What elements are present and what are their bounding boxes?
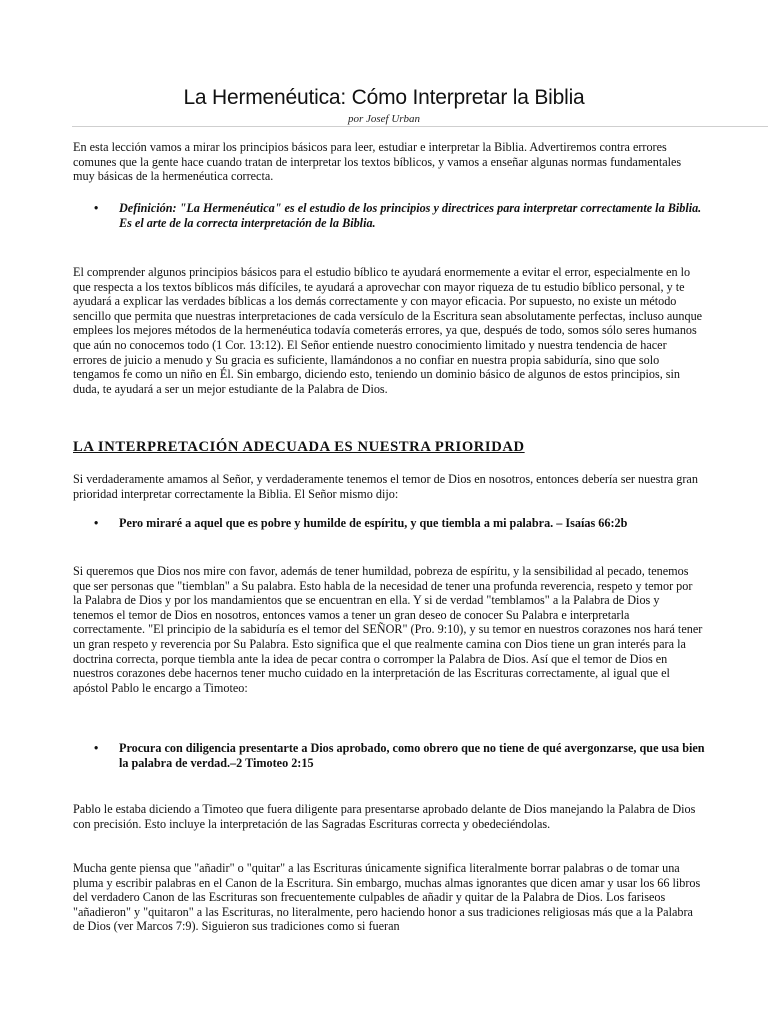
definition-text: Definición: "La Hermenéutica" es el estudio de los principios y directrices para interpretar correctamente la Biblia. Es el arte de la correcta interpretación de la Biblia. — [119, 201, 702, 231]
quote-bullet-isaiah — [92, 516, 712, 531]
quote-bullet-timothy — [92, 741, 712, 772]
bullet-icon: • — [94, 201, 99, 215]
author-byline: por Josef Urban — [347, 113, 421, 125]
title-divider — [72, 126, 768, 127]
body-paragraph-2: Si verdaderamente amamos al Señor, y verdaderamente tenemos el temor de Dios en nosotros, entonces debería ser nuestra gran prioridad interpretar correctamente la Biblia. El Señor mismo dijo: — [73, 472, 698, 501]
definition-bullet — [92, 201, 712, 232]
body-paragraph-1: El comprender algunos principios básicos para el estudio bíblico te ayudará enormemente a evitar el error, especialmente en lo que respecta a los textos bíblicos más difíciles, te ayudará a aprovechar con mayor riqueza de tu estudio bíblico personal, y te ayudará a explicar las verdades bíblicas a los demás correctamente y con mayor eficacia. Por supuesto, no existe un método sencillo que permita que nuestras interpretaciones de cada versículo de la Escritura sean absolutamente perfectas, incluso aunque emplees los mejores métodos de la hermenéutica todavía cometerás errores, ya que, después de todo, somos sólo seres humanos que aún no conocemos todo (1 Cor. 13:12). El Señor entiende nuestro conocimiento limitado y nuestra tendencia de hacer errores de juicio a menudo y Su gracia es suficiente, llamándonos a no confiar en nuestra propia sabiduría, sino que solo tengamos fe como un niño en Él. Sin embargo, diciendo esto, teniendo un dominio básico de algunos de estos principios, sin duda, te ayudará a ser un mejor estudiante de la Palabra de Dios. — [73, 265, 703, 396]
body-paragraph-4: Pablo le estaba diciendo a Timoteo que fuera diligente para presentarse aprobado delante de Dios manejando la Palabra de Dios con precisión. Esto incluye la interpretación de las Sagradas Escrituras correcta y obedeciéndolas. — [73, 802, 696, 831]
bullet-icon: • — [94, 516, 99, 530]
intro-paragraph: En esta lección vamos a mirar los principios básicos para leer, estudiar e interpretar la Biblia. Advertiremos contra errores comunes que la gente hace cuando tratan de interpretar los textos bíblicos, y vamos a enseñar algunas normas fundamentales muy básicas de la hermenéutica correcta. — [73, 140, 682, 184]
body-paragraph-5: Mucha gente piensa que "añadir" o "quitar" a las Escrituras únicamente significa literalmente borrar palabras o de tomar una pluma y escribir palabras en el Canon de la Escritura. Sin embargo, muchas almas ignorantes que dicen amar y usar los 66 libros del verdadero Canon de las Escrituras son frecuentemente culpables de añadir y quitar de la Palabra de Dios. Los fariseos "añadieron" y "quitaron" a las Escrituras, no literalmente, pero haciendo honor a sus tradiciones religiosas más que a la Palabra de Dios (ver Marcos 7:9). Siguieron sus tradiciones como si fueran — [73, 861, 701, 934]
quote-text-isaiah: Pero miraré a aquel que es pobre y humilde de espíritu, y que tiembla a mi palabra. – Isaías 66:2b — [119, 516, 628, 530]
bullet-icon: • — [94, 741, 99, 755]
body-paragraph-3: Si queremos que Dios nos mire con favor, además de tener humildad, pobreza de espíritu, y la sensibilidad al pecado, tenemos que ser personas que "tiemblan" a Su palabra. Esto habla de la necesidad de tener una profunda reverencia, respeto y temor por la Palabra de Dios y por los mandamientos que se encuentran en ella. Y si de verdad "temblamos" a la Palabra de Dios y tenemos el temor de Dios en nosotros, entonces vamos a tener un gran deseo de conocer Su Palabra e interpretarla correctamente. "El principio de la sabiduría es el temor del SEÑOR" (Pro. 9:10), y su temor en nuestros corazones nos hará tener un gran respeto y reverencia por Su Palabra. Esto significa que el que realmente camina con Dios tiene un gran interés para la doctrina correcta, porque tiembla ante la idea de pecar contra o corromper la Palabra de Dios. Así que el temor de Dios en nuestros corazones debe hacernos tener mucho cuidado en la interpretación de las Escrituras correctamente, al igual que el apóstol Pablo le encargo a Timoteo: — [73, 564, 703, 695]
document-title: La Hermenéutica: Cómo Interpretar la Biblia — [183, 86, 585, 109]
section-heading: LA INTERPRETACIÓN ADECUADA ES NUESTRA PRIORIDAD — [73, 439, 525, 455]
quote-text-timothy: Procura con diligencia presentarte a Dios aprobado, como obrero que no tiene de qué avergonzarse, que usa bien la palabra de verdad.–2 Timoteo 2:15 — [119, 741, 705, 771]
